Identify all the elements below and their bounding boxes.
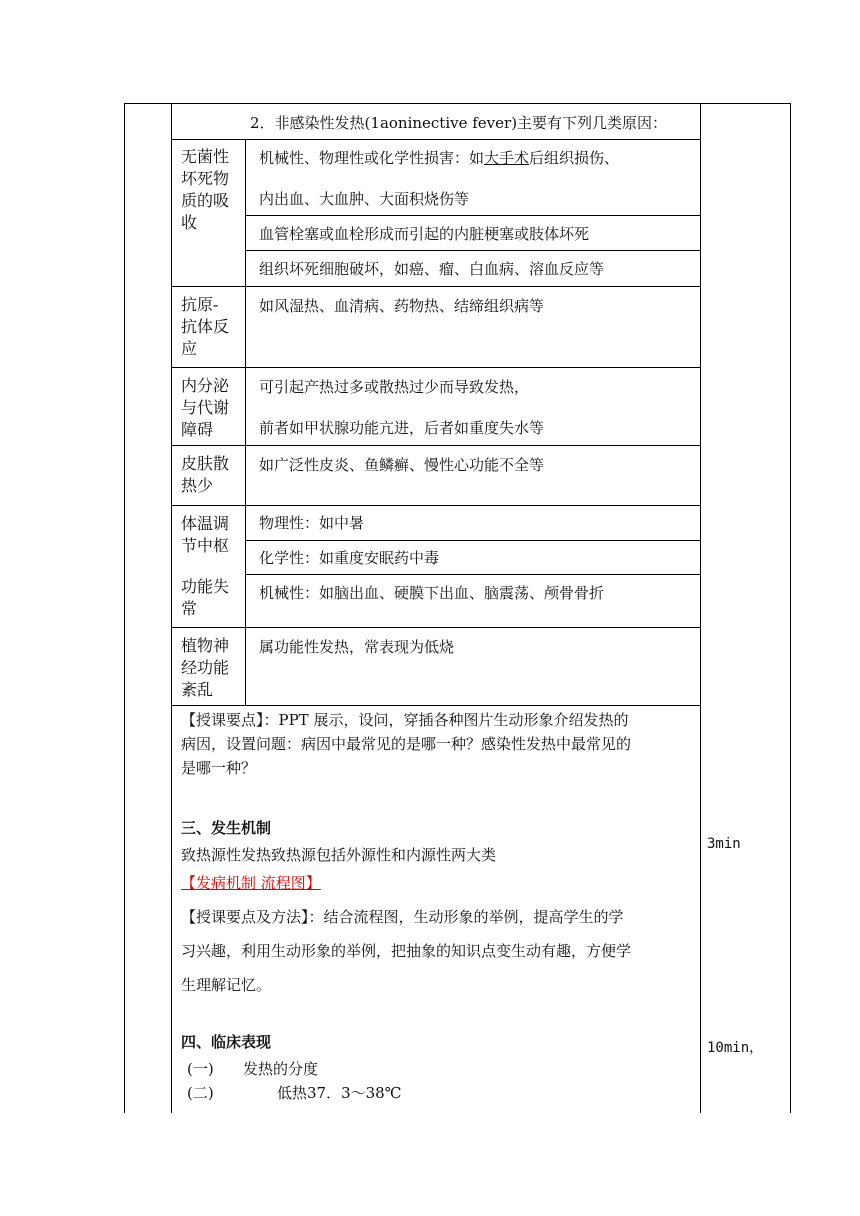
flowchart-link[interactable]: 【发病机制 流程图】 xyxy=(181,874,321,892)
row-line xyxy=(171,445,700,446)
header-row-text: 2．非感染性发热(1aoninective fever)主要有下列几类原因： xyxy=(250,114,668,132)
cell-text: 如风湿热、血清病、药物热、结缔组织病等 xyxy=(259,297,545,315)
time-allocation: 10min， xyxy=(707,1040,764,1056)
cell-text: 机械性：如脑出血、硬膜下出血、脑震荡、颅骨骨折 xyxy=(259,584,605,602)
time-allocation: 3min xyxy=(707,836,741,852)
cell-text: 血管栓塞或血栓形成而引起的内脏梗塞或肢体坏死 xyxy=(259,225,590,243)
cell-text: 属功能性发热，常表现为低烧 xyxy=(259,638,455,656)
column-divider-2 xyxy=(700,103,701,1113)
table-left-border xyxy=(124,103,125,1113)
section-line: 致热源性发热致热源包括外源性和内源性两大类 xyxy=(181,846,497,864)
list-number: (二) xyxy=(187,1084,214,1102)
method-line: 【授课要点及方法】：结合流程图，生动形象的举例，提高学生的学 xyxy=(181,908,624,926)
section-title: 三、发生机制 xyxy=(181,819,272,837)
cell-text: 组织坏死细胞破坏，如癌、瘤、白血病、溶血反应等 xyxy=(259,260,605,278)
category-name: 体温调 节中枢 xyxy=(181,514,230,555)
method-line: 习兴趣，利用生动形象的举例，把抽象的知识点变生动有趣，方便学 xyxy=(181,942,632,960)
cell-text: 如广泛性皮炎、鱼鳞癣、慢性心功能不全等 xyxy=(259,456,545,474)
category-name: 功能失 常 xyxy=(181,577,230,618)
row-line xyxy=(171,286,700,287)
column-divider-1 xyxy=(171,103,172,1113)
cell-text: 化学性：如重度安眠药中毒 xyxy=(259,549,440,567)
list-text: 发热的分度 xyxy=(243,1060,319,1078)
cell-text: 内出血、大血肿、大面积烧伤等 xyxy=(259,190,470,208)
teaching-point-line: 病因，设置问题：病因中最常见的是哪一种？感染性发热中最常见的 xyxy=(181,735,632,753)
row-line xyxy=(245,540,700,541)
category-name: 无菌性 坏死物 质的吸 收 xyxy=(181,147,230,232)
table-top-border xyxy=(124,103,791,104)
cell-text: 物理性：如中暑 xyxy=(259,514,365,532)
cell-text: 机械性、物理性或化学性损害：如大手术后组织损伤、 xyxy=(259,149,620,167)
list-number: (一) xyxy=(187,1060,214,1078)
list-text: 低热37．3～38℃ xyxy=(277,1084,402,1102)
cell-text: 可引起产热过多或散热过少而导致发热， xyxy=(259,378,530,396)
row-line xyxy=(171,367,700,368)
category-name: 皮肤散 热少 xyxy=(181,454,230,495)
teaching-point-line: 是哪一种？ xyxy=(181,759,257,777)
teaching-point-line: 【授课要点】：PPT 展示，设问，穿插各种图片生动形象介绍发热的 xyxy=(181,711,629,729)
row-line xyxy=(171,505,700,506)
section-title: 四、临床表现 xyxy=(181,1033,272,1051)
category-name: 抗原- 抗体反 应 xyxy=(181,295,230,358)
category-name: 内分泌 与代谢 障碍 xyxy=(181,376,230,439)
method-line: 生理解记忆。 xyxy=(181,976,272,994)
row-line xyxy=(171,139,700,140)
cell-text: 前者如甲状腺功能亢进，后者如重度失水等 xyxy=(259,419,545,437)
row-line xyxy=(171,705,700,706)
category-name: 植物神 经功能 紊乱 xyxy=(181,636,230,699)
row-line xyxy=(245,250,700,251)
row-line xyxy=(245,574,700,575)
category-divider xyxy=(245,139,246,705)
row-line xyxy=(171,627,700,628)
table-right-border xyxy=(790,103,791,1113)
row-line xyxy=(245,215,700,216)
